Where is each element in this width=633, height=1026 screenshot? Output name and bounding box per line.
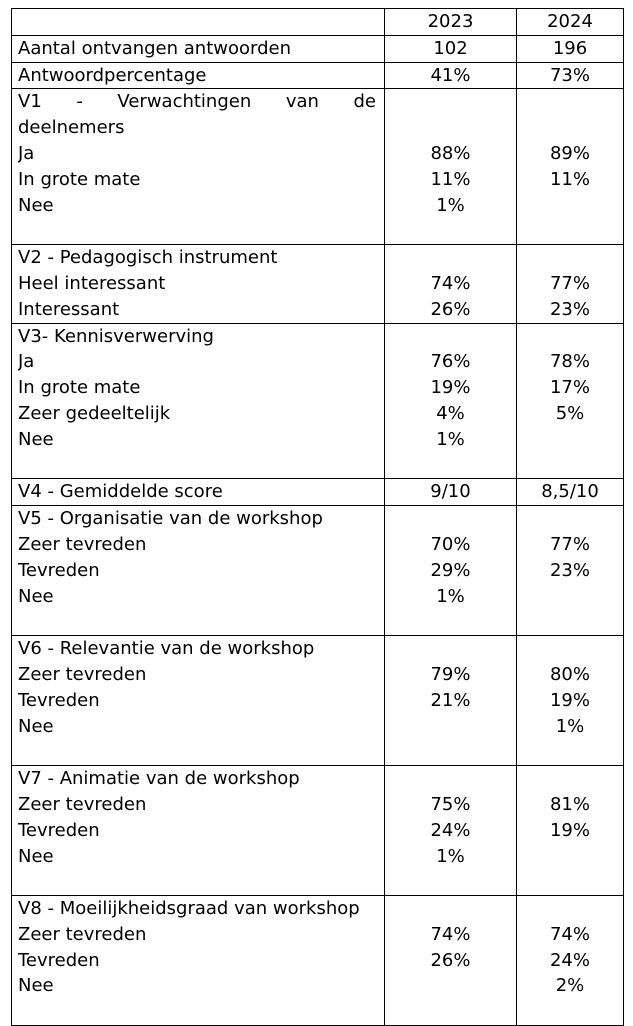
question-section-row (12, 323, 624, 479)
answer-value-2023: 88% (430, 142, 471, 164)
answer-label: Tevreden (18, 559, 100, 581)
score-value-2024: 8,5/10 (541, 481, 599, 503)
value-cell-2023 (385, 506, 517, 636)
header-year-2023: 2023 (385, 9, 517, 36)
answer-label: Nee (18, 194, 54, 216)
answer-value-2023: 74% (430, 272, 471, 294)
question-title: V8 - Moeilijkheidsgraad van workshop (18, 898, 360, 920)
answer-value-2023: 74% (430, 923, 471, 945)
answer-value-2024: 19% (549, 819, 590, 841)
question-title: V6 - Relevantie van de workshop (18, 638, 315, 660)
answer-value-2024: 80% (549, 663, 590, 685)
summary-value-2023: 41% (385, 62, 517, 89)
answer-value-2024: 2% (555, 975, 585, 997)
answer-value-2024: 89% (549, 142, 590, 164)
answer-label: Ja (18, 142, 35, 164)
answer-value-2023: 70% (430, 533, 471, 555)
value-cell-2023 (385, 479, 517, 506)
answer-value-2023: 19% (430, 377, 471, 399)
question-title-continued: deelnemers (18, 117, 125, 139)
header-label (18, 9, 376, 35)
summary-value-2024: 73% (517, 62, 624, 89)
answer-label: Nee (18, 715, 54, 737)
answer-value-2024: 77% (549, 533, 590, 555)
answer-value-2024: 77% (549, 272, 590, 294)
value-cell-2024 (517, 323, 624, 479)
answer-value-2023: 11% (430, 168, 471, 190)
answer-value-2023 (385, 973, 516, 999)
answer-label: Heel interessant (18, 272, 166, 294)
answer-label: Nee (18, 975, 54, 997)
answer-value-2023: 29% (430, 559, 471, 581)
summary-row (12, 35, 624, 62)
value-cell-2023 (385, 896, 517, 1026)
question-section-row (12, 479, 624, 506)
answer-value-2023: 1% (436, 194, 465, 216)
value-cell-2024 (517, 245, 624, 323)
question-title: V2 - Pedagogisch instrument (18, 247, 278, 269)
answer-value-2023: 1% (436, 428, 465, 450)
answer-value-2023: 4% (436, 402, 465, 424)
question-title: V3- Kennisverwerving (18, 325, 214, 347)
value-cell-2024 (517, 766, 624, 896)
answer-label: Zeer tevreden (18, 663, 147, 685)
question-label-cell (12, 245, 385, 323)
answer-value-2024: 1% (555, 715, 585, 737)
answer-label: Nee (18, 845, 54, 867)
answer-label: Tevreden (18, 689, 100, 711)
answer-value-2024: 19% (549, 689, 590, 711)
value-cell-2024 (517, 506, 624, 636)
answer-value-2023: 21% (430, 689, 471, 711)
answer-label: Nee (18, 585, 54, 607)
answer-value-2023: 75% (430, 793, 471, 815)
answer-value-2024 (517, 193, 623, 219)
summary-label-cell: Antwoordpercentage (12, 62, 385, 89)
question-section-row (12, 89, 624, 245)
answer-value-2024: 23% (549, 298, 590, 320)
answer-value-2024: 78% (549, 351, 590, 373)
answer-value-2024: 11% (549, 168, 590, 190)
answer-label: Interessant (18, 298, 120, 320)
summary-value-2023: 102 (385, 35, 517, 62)
header-row (12, 9, 624, 36)
summary-row (12, 62, 624, 89)
question-title: V4 - Gemiddelde score (18, 481, 223, 503)
answer-label: In grote mate (18, 168, 141, 190)
value-cell-2023 (385, 89, 517, 245)
answer-value-2023 (385, 714, 516, 740)
question-label-cell (12, 766, 385, 896)
answer-label: Zeer tevreden (18, 793, 147, 815)
answer-label: In grote mate (18, 377, 141, 399)
answer-value-2023: 76% (430, 351, 471, 373)
question-section-row (12, 506, 624, 636)
question-section-row (12, 896, 624, 1026)
value-cell-2023 (385, 245, 517, 323)
answer-label: Nee (18, 428, 54, 450)
question-section-row (12, 245, 624, 323)
value-cell-2024 (517, 896, 624, 1026)
answer-value-2024 (517, 584, 623, 610)
header-label-cell (12, 9, 385, 36)
question-label-cell (12, 506, 385, 636)
summary-label-cell: Aantal ontvangen antwoorden (12, 35, 385, 62)
value-cell-2023 (385, 636, 517, 766)
answer-label: Ja (18, 351, 35, 373)
answer-value-2024: 74% (549, 923, 590, 945)
results-table (11, 8, 624, 1026)
question-label-cell (12, 636, 385, 766)
value-cell-2024 (517, 479, 624, 506)
results-table-body (12, 9, 624, 1026)
answer-label: Tevreden (18, 819, 100, 841)
answer-value-2024 (517, 427, 623, 453)
answer-value-2023: 24% (430, 819, 471, 841)
value-cell-2023 (385, 323, 517, 479)
answer-value-2023: 26% (430, 298, 471, 320)
answer-value-2024: 81% (549, 793, 590, 815)
question-section-row (12, 636, 624, 766)
answer-value-2024: 17% (549, 377, 590, 399)
score-value-2023: 9/10 (430, 481, 471, 503)
question-label-cell (12, 323, 385, 479)
answer-value-2024: 23% (549, 559, 590, 581)
answer-value-2024: 24% (549, 949, 590, 971)
answer-value-2024: 5% (555, 402, 585, 424)
answer-value-2023: 79% (430, 663, 471, 685)
value-cell-2024 (517, 89, 624, 245)
answer-value-2024 (517, 844, 623, 870)
question-title: V7 - Animatie van de workshop (18, 768, 300, 790)
value-cell-2024 (517, 636, 624, 766)
summary-value-2024: 196 (517, 35, 624, 62)
question-label-cell (12, 479, 385, 506)
answer-value-2023: 26% (430, 949, 471, 971)
value-cell-2023 (385, 766, 517, 896)
answer-label: Zeer tevreden (18, 533, 147, 555)
answer-label: Zeer tevreden (18, 923, 147, 945)
question-label-cell (12, 89, 385, 245)
answer-label: Tevreden (18, 949, 100, 971)
header-year-2024: 2024 (517, 9, 624, 36)
answer-value-2023: 1% (436, 845, 465, 867)
answer-label: Zeer gedeeltelijk (18, 402, 171, 424)
question-label-cell (12, 896, 385, 1026)
question-section-row (12, 766, 624, 896)
answer-value-2023: 1% (436, 585, 465, 607)
question-title: V1 - Verwachtingen van de (18, 91, 376, 113)
question-title: V5 - Organisatie van de workshop (18, 508, 323, 530)
